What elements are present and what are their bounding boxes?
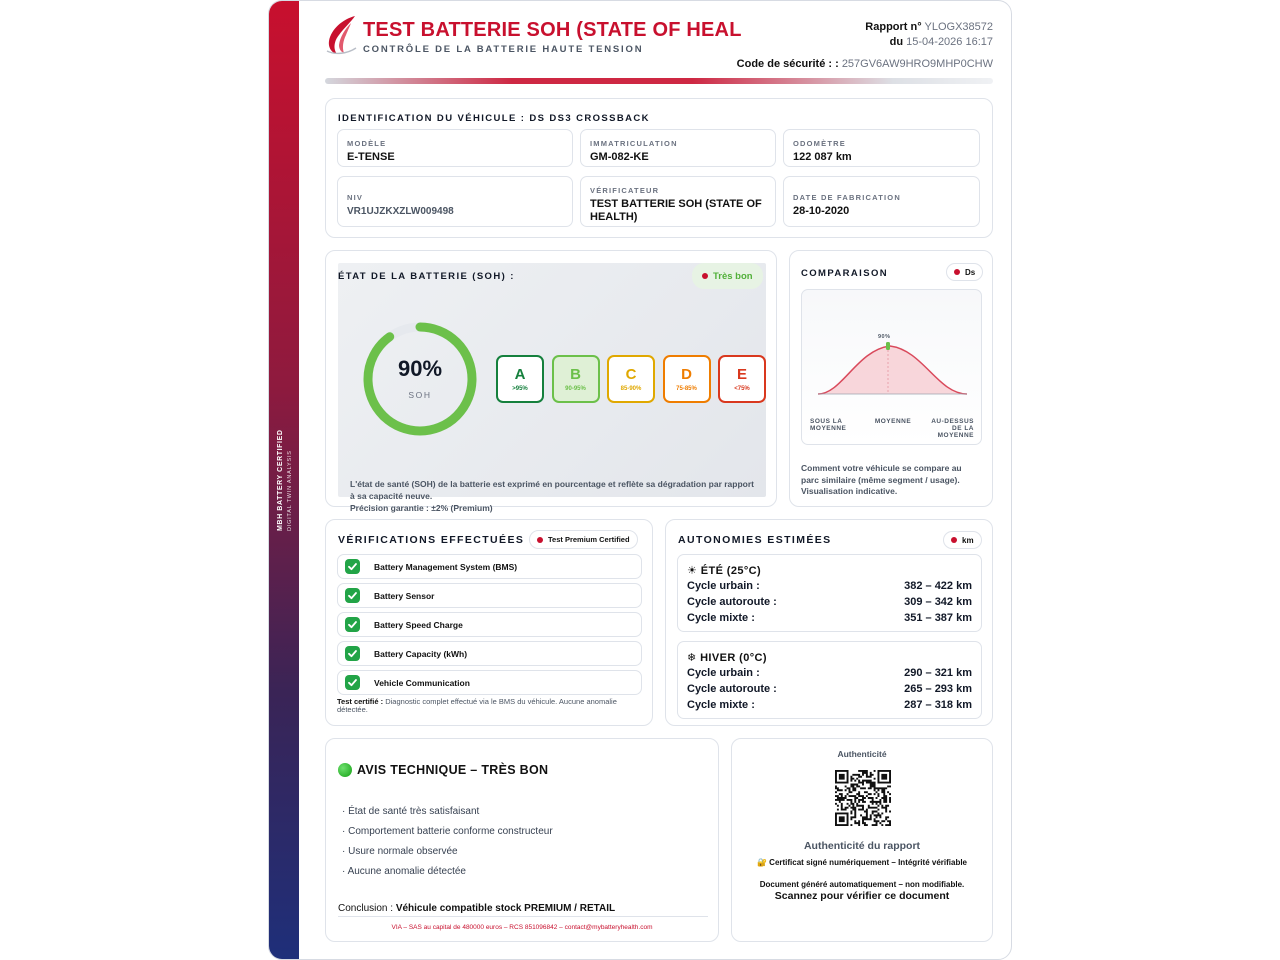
comparison-marker-label: 90% bbox=[878, 334, 891, 340]
side-band bbox=[269, 1, 299, 960]
field-value: GM-082-KE bbox=[590, 151, 649, 163]
autonomy-badge bbox=[943, 531, 982, 549]
checks-badge-text: Test Premium Certified bbox=[548, 535, 630, 544]
summer-row-urban bbox=[687, 580, 972, 592]
qr-code[interactable] bbox=[835, 770, 891, 826]
grade-e bbox=[718, 355, 766, 403]
grade-letter: D bbox=[681, 366, 692, 383]
battery-card bbox=[325, 250, 777, 513]
winter-row-highway bbox=[687, 683, 972, 695]
axis-above-average: AU-DESSUS DE LA MOYENNE bbox=[931, 418, 974, 439]
side-brand-title: MBH BATTERY CERTIFIED bbox=[277, 429, 284, 531]
certification-note bbox=[337, 698, 642, 714]
grade-range: 85-90% bbox=[620, 386, 642, 392]
field-value: TEST BATTERIE SOH (STATE OF HEALTH) bbox=[590, 198, 762, 223]
field-label: VÉRIFICATEUR bbox=[590, 186, 660, 195]
scan-instruction: Scannez pour vérifier ce document bbox=[774, 890, 950, 902]
row-value: 287 – 318 km bbox=[904, 699, 972, 711]
grade-range: 75-85% bbox=[676, 386, 697, 392]
row-value: 265 – 293 km bbox=[904, 683, 972, 695]
checks-card bbox=[325, 519, 653, 726]
opinion-item: · État de santé très satisfaisant bbox=[342, 806, 480, 817]
conclusion-divider bbox=[338, 916, 708, 917]
field-odometer bbox=[783, 129, 980, 167]
battery-description-text: L'état de santé (SOH) de la batterie est exprimé en pourcentage et reflète sa dégradation par rapport à sa capacité neuve. bbox=[350, 479, 754, 501]
grade-d bbox=[663, 355, 711, 403]
winter-range-box bbox=[677, 641, 982, 719]
report-page bbox=[268, 0, 1012, 960]
field-verifier bbox=[580, 176, 776, 227]
row-value: 382 – 422 km bbox=[904, 580, 972, 592]
field-value: VR1UJZKXZLW009498 bbox=[347, 206, 454, 217]
security-code-label: Code de sécurité : : bbox=[736, 58, 839, 70]
opinion-item: · Aucune anomalie détectée bbox=[342, 866, 466, 877]
conclusion-label: Conclusion : bbox=[338, 903, 394, 914]
report-number: YLOGX38572 bbox=[924, 21, 993, 33]
certification-note-text: Diagnostic complet effectué via le BMS du véhicule. Aucune anomalie détectée. bbox=[337, 697, 617, 714]
authenticity-title: Authenticité du rapport bbox=[803, 840, 921, 852]
field-value: 122 087 km bbox=[793, 151, 852, 163]
conclusion-value: Véhicule compatible stock PREMIUM / RETAIL bbox=[395, 903, 616, 914]
check-item bbox=[337, 641, 642, 666]
status-dot bbox=[702, 273, 708, 279]
side-brand-tagline: DIGITAL TWIN ANALYSIS bbox=[287, 450, 293, 531]
opinion-item-text: Aucune anomalie détectée bbox=[347, 866, 466, 877]
checkmark-icon bbox=[345, 559, 360, 574]
battery-description bbox=[350, 478, 760, 514]
battery-precision: Précision garantie : ±2% (Premium) bbox=[350, 503, 493, 513]
row-label: Cycle urbain : bbox=[687, 667, 760, 679]
checkmark-icon bbox=[345, 675, 360, 690]
row-label: Cycle mixte : bbox=[687, 612, 755, 624]
field-registration bbox=[580, 129, 776, 167]
field-manufacture-date bbox=[783, 176, 980, 227]
checks-title: VÉRIFICATIONS EFFECTUÉES bbox=[338, 534, 525, 546]
checks-badge bbox=[529, 530, 638, 549]
certification-note-label: Test certifié : bbox=[337, 697, 384, 706]
generated-note: Document généré automatiquement – non modifiable. bbox=[759, 880, 965, 889]
comparison-badge bbox=[946, 263, 983, 281]
check-item bbox=[337, 554, 642, 579]
grade-range: <75% bbox=[734, 386, 750, 392]
security-code: 257GV6AW9HRO9MHP0CHW bbox=[841, 58, 993, 70]
signature-note: 🔐 Certificat signé numériquement – Intégrité vérifiable bbox=[756, 858, 967, 867]
grade-c bbox=[607, 355, 655, 403]
autonomy-card bbox=[665, 519, 993, 726]
row-label: Cycle autoroute : bbox=[687, 596, 777, 608]
row-value: 309 – 342 km bbox=[904, 596, 972, 608]
green-circle-icon bbox=[338, 763, 352, 777]
field-label: MODÈLE bbox=[347, 139, 387, 148]
field-label: NIV bbox=[347, 193, 364, 202]
grade-range: >95% bbox=[512, 386, 528, 392]
checkmark-icon bbox=[345, 588, 360, 603]
grade-range: 90-95% bbox=[565, 386, 586, 392]
grade-a bbox=[496, 355, 544, 403]
comparison-chart bbox=[801, 289, 982, 445]
summer-row-mixed bbox=[687, 612, 972, 624]
technical-opinion-title-text: AVIS TECHNIQUE – TRÈS BON bbox=[357, 763, 549, 777]
opinion-item-text: Usure normale observée bbox=[348, 846, 458, 857]
grade-letter: E bbox=[736, 366, 747, 383]
report-meta bbox=[737, 20, 993, 72]
row-value: 290 – 321 km bbox=[904, 667, 972, 679]
field-label: IMMATRICULATION bbox=[590, 139, 678, 148]
opinion-item: · Comportement batterie conforme constructeur bbox=[342, 826, 553, 837]
technical-opinion-card bbox=[325, 738, 719, 942]
identification-card bbox=[325, 98, 993, 238]
opinion-item: · Usure normale observée bbox=[342, 846, 458, 857]
winter-title: ❄ HIVER (0°C) bbox=[687, 652, 767, 664]
summer-range-box bbox=[677, 554, 982, 632]
side-brand bbox=[277, 429, 293, 531]
conclusion bbox=[338, 903, 615, 914]
battery-status-badge bbox=[692, 263, 763, 289]
comparison-badge-text: Ds bbox=[965, 267, 976, 277]
authenticity-label: Authenticité bbox=[837, 749, 887, 759]
check-item bbox=[337, 583, 642, 608]
technical-opinion-title bbox=[338, 763, 548, 777]
grade-b bbox=[552, 355, 600, 403]
check-item-label: Vehicle Communication bbox=[374, 677, 470, 688]
check-item bbox=[337, 612, 642, 637]
soh-label: SOH bbox=[408, 390, 432, 400]
report-date-label: du bbox=[889, 36, 904, 48]
brand-logo-icon bbox=[325, 15, 357, 55]
opinion-item-text: État de santé très satisfaisant bbox=[348, 806, 480, 817]
field-vin bbox=[337, 176, 573, 227]
report-date: 15-04-2026 16:17 bbox=[906, 36, 993, 48]
row-label: Cycle mixte : bbox=[687, 699, 755, 711]
winter-row-urban bbox=[687, 667, 972, 679]
badge-dot bbox=[954, 269, 960, 275]
report-number-label: Rapport n° bbox=[865, 21, 922, 33]
checkmark-icon bbox=[345, 617, 360, 632]
check-item-label: Battery Capacity (kWh) bbox=[374, 648, 468, 659]
comparison-title: COMPARAISON bbox=[801, 268, 889, 279]
badge-dot bbox=[951, 537, 957, 543]
grade-letter: A bbox=[514, 366, 526, 383]
axis-below-average: SOUS LA MOYENNE bbox=[810, 418, 847, 432]
autonomy-badge-text: km bbox=[962, 535, 974, 545]
checkmark-icon bbox=[345, 646, 360, 661]
report-subtitle: CONTRÔLE DE LA BATTERIE HAUTE TENSION bbox=[363, 44, 644, 55]
check-item-label: Battery Management System (BMS) bbox=[374, 561, 518, 572]
field-value: 28-10-2020 bbox=[793, 205, 850, 217]
row-value: 351 – 387 km bbox=[904, 612, 972, 624]
battery-panel bbox=[338, 263, 766, 513]
comparison-description: Comment votre véhicule se compare au parc similaire (même segment / usage). Visualisation indicative. bbox=[801, 463, 962, 496]
legal-footer: VIA – SAS au capital de 480000 euros – RCS 851096842 – contact@mybatteryhealth.com bbox=[391, 924, 653, 931]
summer-title: ☀ ÉTÉ (25°C) bbox=[687, 565, 762, 577]
soh-value: 90% bbox=[397, 356, 443, 381]
row-label: Cycle urbain : bbox=[687, 580, 760, 592]
field-model bbox=[337, 129, 573, 167]
grade-letter: B bbox=[570, 366, 581, 383]
check-item bbox=[337, 670, 642, 695]
opinion-item-text: Comportement batterie conforme constructeur bbox=[348, 826, 553, 837]
badge-dot bbox=[537, 537, 543, 543]
authenticity-card bbox=[731, 738, 993, 942]
grade-letter: C bbox=[625, 366, 637, 383]
field-label: ODOMÈTRE bbox=[793, 139, 846, 148]
summer-row-highway bbox=[687, 596, 972, 608]
field-value: E-TENSE bbox=[347, 151, 395, 163]
axis-average: MOYENNE bbox=[874, 418, 912, 425]
autonomy-title: AUTONOMIES ESTIMÉES bbox=[678, 534, 832, 546]
comparison-card bbox=[789, 250, 993, 507]
row-label: Cycle autoroute : bbox=[687, 683, 777, 695]
report-title: TEST BATTERIE SOH (STATE OF HEAL bbox=[363, 19, 742, 41]
field-label: DATE DE FABRICATION bbox=[793, 193, 901, 202]
battery-title: ÉTAT DE LA BATTERIE (SOH) : bbox=[338, 271, 515, 282]
check-item-label: Battery Speed Charge bbox=[374, 619, 463, 630]
check-item-label: Battery Sensor bbox=[374, 590, 435, 601]
winter-row-mixed bbox=[687, 699, 972, 711]
header-divider bbox=[325, 78, 993, 84]
identification-title: IDENTIFICATION DU VÉHICULE : DS DS3 CROSSBACK bbox=[338, 113, 650, 124]
battery-status: Très bon bbox=[713, 270, 753, 282]
